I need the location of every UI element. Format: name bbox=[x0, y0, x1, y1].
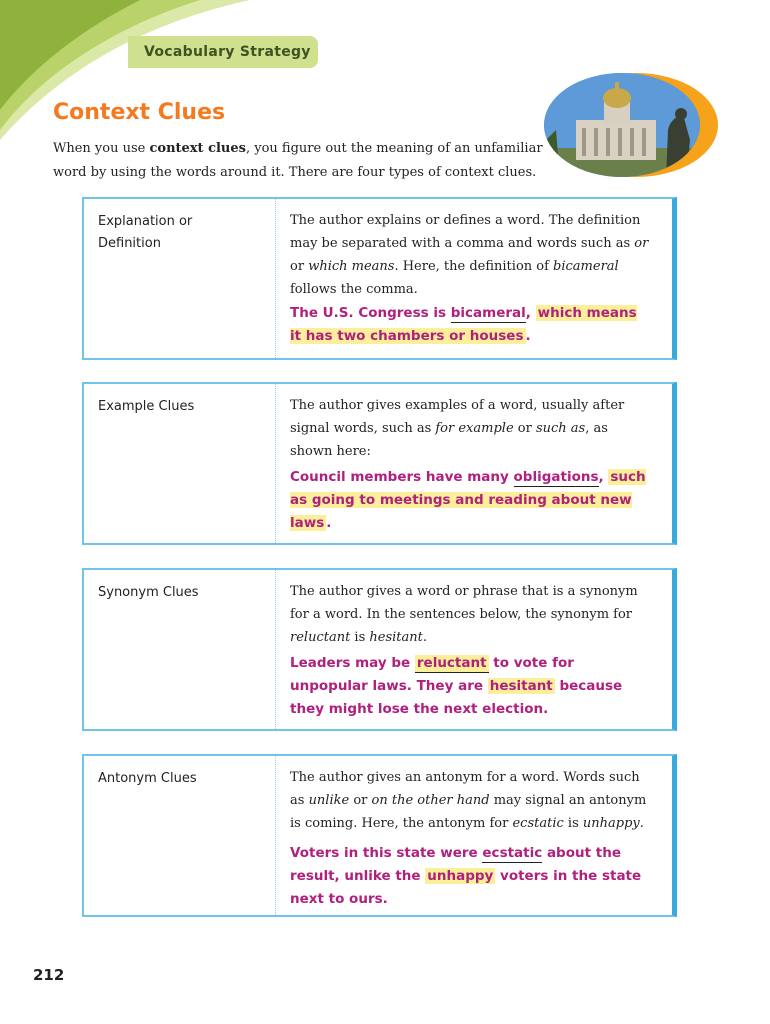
clue-description: The author explains or defines a word. The definition may be separated with a comma and words such as or or which means. Here, the definition of bicameral follows the comma. bbox=[290, 213, 649, 297]
target-word: bicameral bbox=[450, 305, 526, 321]
card-divider bbox=[275, 756, 276, 915]
intro-bold-term: context clues bbox=[149, 141, 246, 156]
clue-description: The author gives an antonym for a word. Words such as unlike or on the other hand may signal an antonym is coming. Here, the antonym for ecstatic is unhappy. bbox=[290, 770, 647, 831]
clue-card-example bbox=[82, 382, 677, 545]
clue-example: Voters in this state were ecstatic about the result, unlike the unhappy voters in the state next to ours. bbox=[290, 845, 642, 907]
page-title: Context Clues bbox=[53, 100, 226, 125]
target-word: ecstatic bbox=[482, 845, 543, 861]
clue-example: Council members have many obligations, such as going to meetings and reading about new laws . bbox=[290, 469, 646, 531]
card-divider bbox=[275, 199, 276, 358]
clue-description: The author gives examples of a word, usually after signal words, such as for example or such as, as shown here: bbox=[290, 398, 625, 459]
card-divider bbox=[275, 570, 276, 729]
clue-example: The U.S. Congress is bicameral, which means it has two chambers or houses . bbox=[290, 305, 637, 344]
capitol-photo bbox=[536, 70, 720, 180]
clue-highlight: which means it has two chambers or houses bbox=[290, 305, 637, 344]
clue-description: The author gives a word or phrase that is a synonym for a word. In the sentences below, the synonym for reluctant is hesitant. bbox=[290, 584, 638, 645]
clue-highlight: such as going to meetings and reading about new laws bbox=[290, 469, 646, 531]
clue-term: Synonym Clues bbox=[98, 585, 199, 600]
clue-card-synonym bbox=[82, 568, 677, 731]
clue-highlight: hesitant bbox=[489, 678, 553, 694]
section-banner: Vocabulary Strategy bbox=[128, 36, 318, 68]
clue-term: Explanation or Definition bbox=[98, 214, 193, 251]
clue-term: Antonym Clues bbox=[98, 771, 197, 786]
clue-highlight: unhappy bbox=[427, 868, 494, 884]
clue-card-explanation bbox=[82, 197, 677, 360]
intro-paragraph: When you use context clues, you figure out the meaning of an unfamiliar word by using the words around it. There are four types of context clues. bbox=[53, 141, 543, 180]
card-divider bbox=[275, 384, 276, 543]
header-swoosh bbox=[0, 0, 330, 150]
clue-card-antonym bbox=[82, 754, 677, 917]
target-word: obligations bbox=[513, 469, 599, 485]
clue-term: Example Clues bbox=[98, 399, 195, 414]
clue-example: Leaders may be reluctant to vote for unpopular laws. They are hesitant because they might lose the next election. bbox=[290, 655, 623, 717]
page-number: 212 bbox=[33, 966, 65, 984]
target-word: reluctant bbox=[416, 655, 487, 671]
